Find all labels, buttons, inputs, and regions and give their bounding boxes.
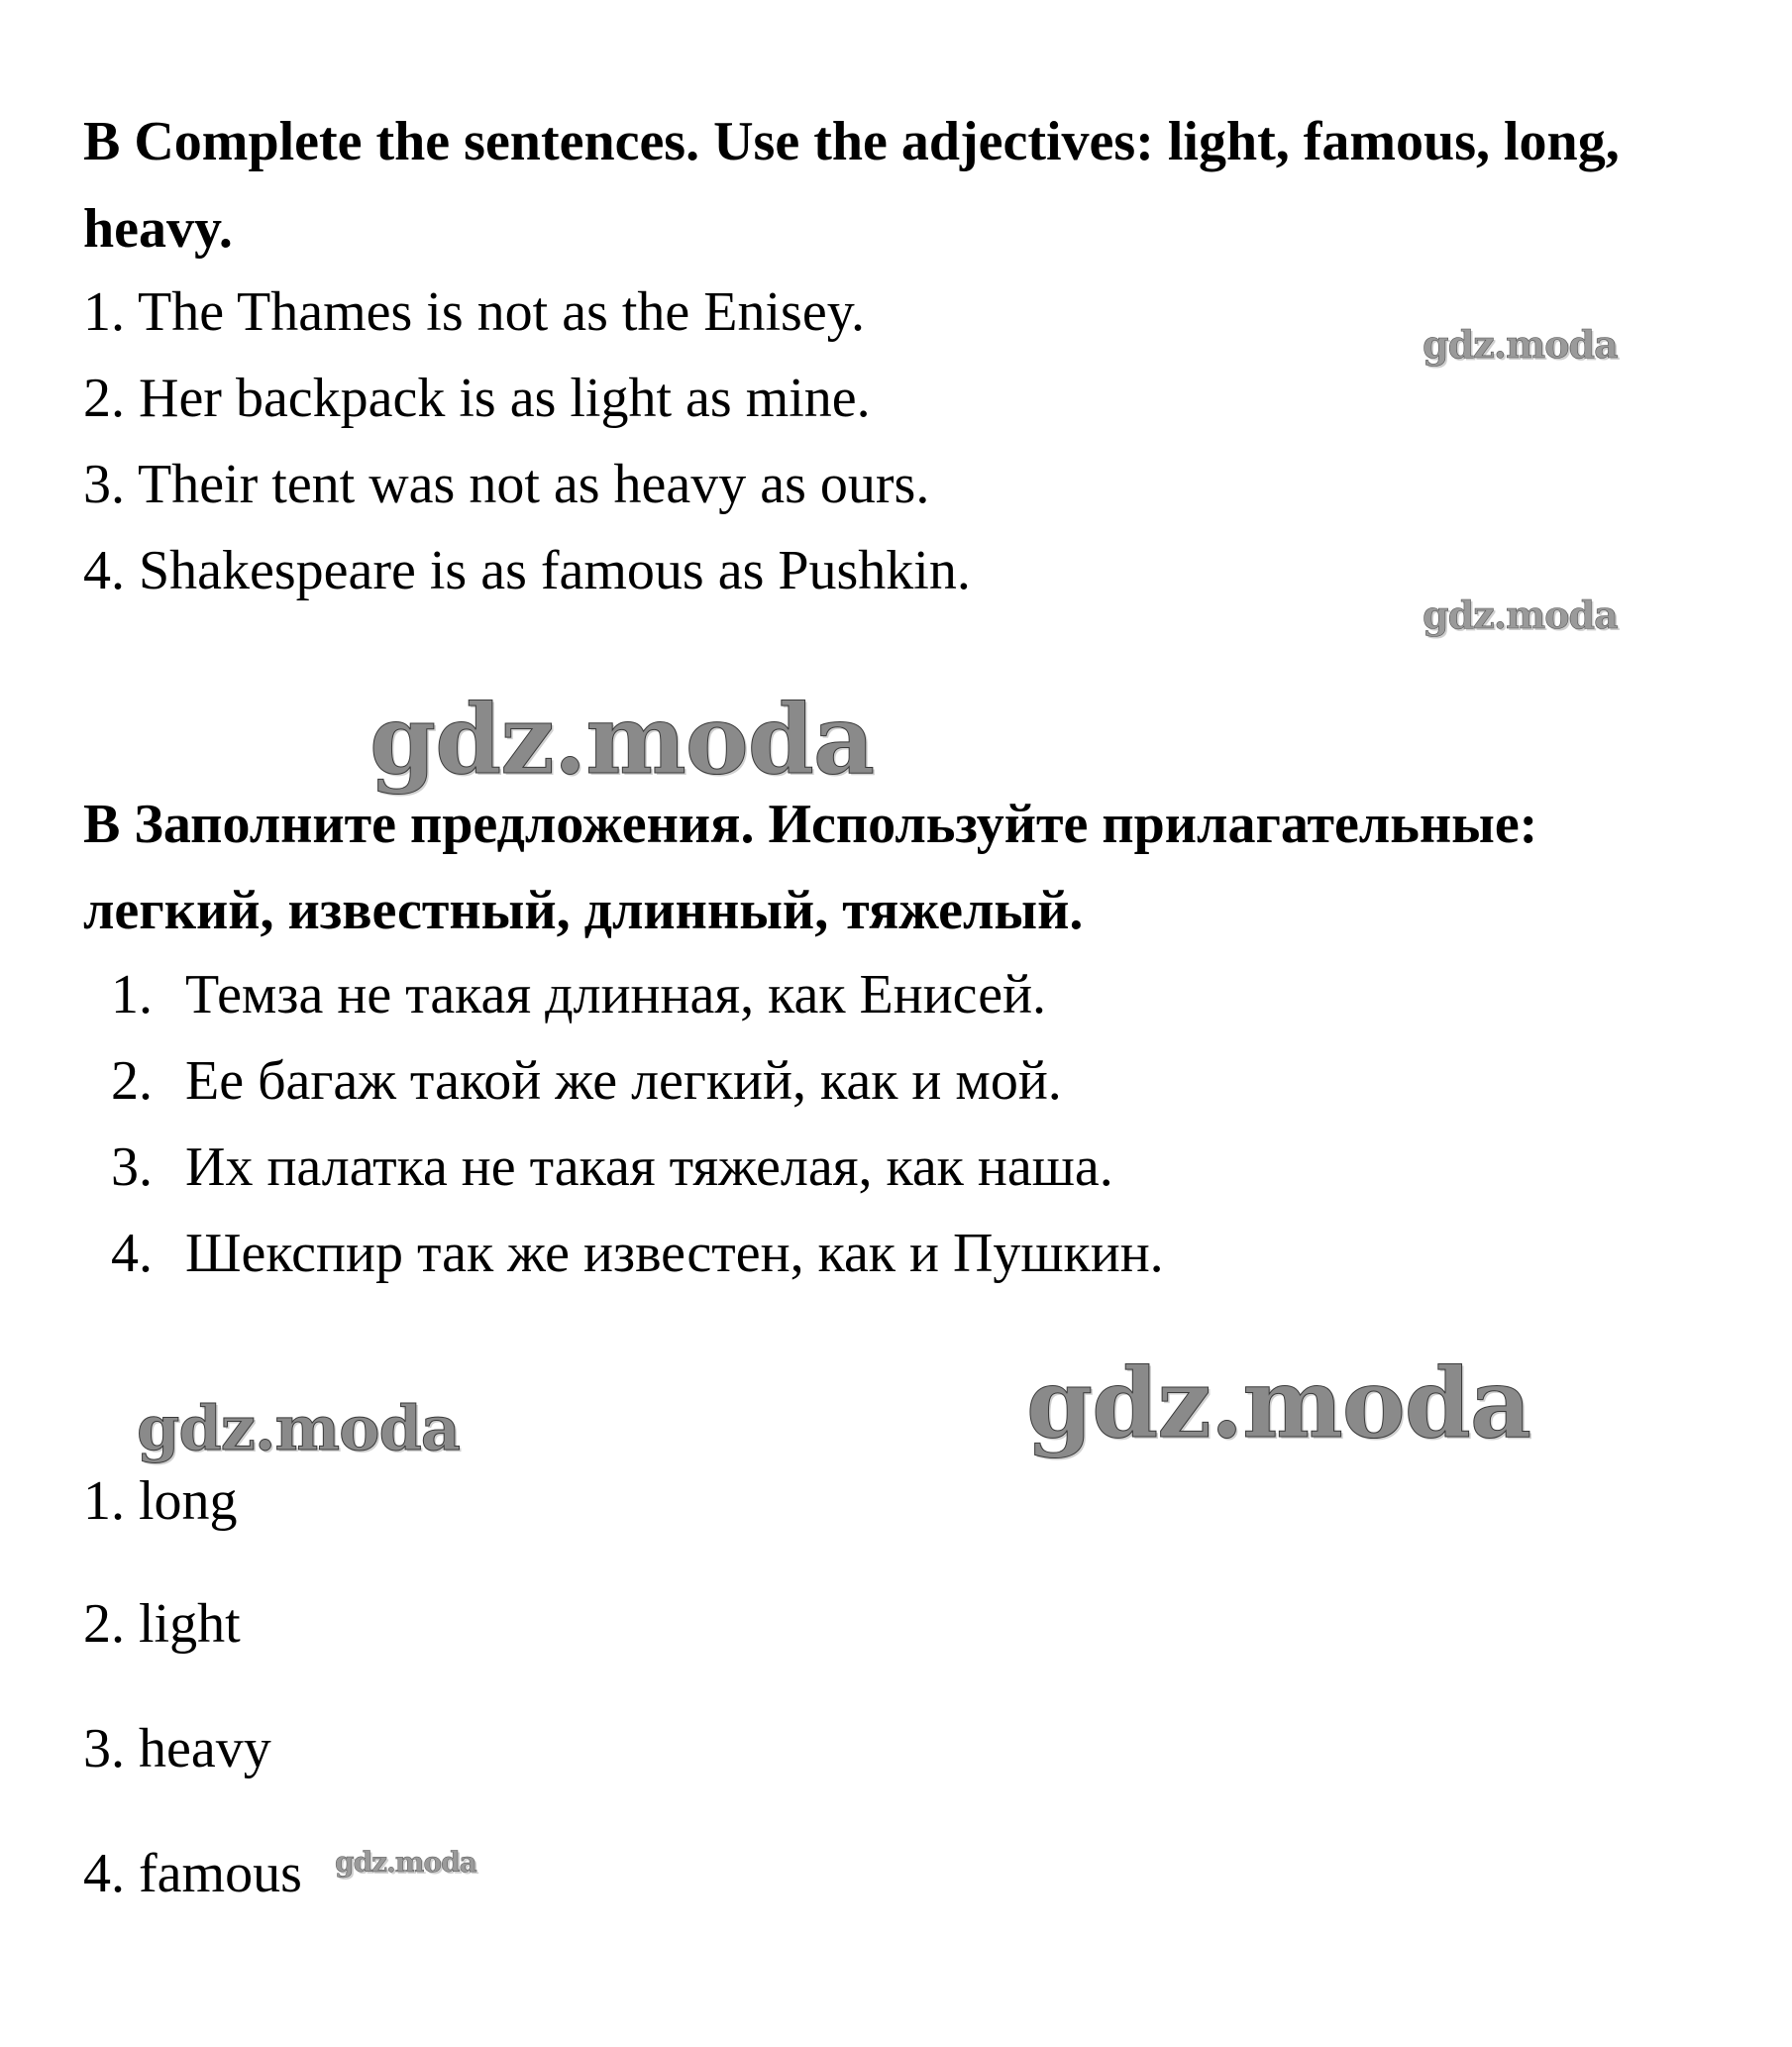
english-heading-line1: B Complete the sentences. Use the adjectives: light, famous, long, xyxy=(83,111,1620,172)
russian-item-text: Их палатка не такая тяжелая, как наша. xyxy=(185,1136,1113,1198)
russian-item-text: Темза не такая длинная, как Енисей. xyxy=(185,964,1047,1025)
watermark-bottom-small: gdz.moda xyxy=(335,1846,476,1879)
watermark-top-right-1: gdz.moda xyxy=(1423,322,1618,367)
russian-item-4 xyxy=(0,1219,1792,1288)
russian-item-number: 2. xyxy=(111,1050,153,1112)
russian-item-3 xyxy=(0,1132,1792,1202)
english-item-2: 2. Her backpack is as light as mine. xyxy=(83,368,871,429)
answer-4: 4. famous xyxy=(83,1843,302,1904)
answer-3: 3. heavy xyxy=(83,1718,271,1779)
english-item-4: 4. Shakespeare is as famous as Pushkin. xyxy=(83,540,971,601)
english-heading-line2: heavy. xyxy=(83,198,233,260)
russian-item-2 xyxy=(0,1046,1792,1116)
russian-item-number: 1. xyxy=(111,964,153,1025)
russian-item-number: 3. xyxy=(111,1136,153,1198)
russian-item-text: Шекспир так же известен, как и Пушкин. xyxy=(185,1223,1164,1284)
russian-heading-line1: B Заполните предложения. Используйте прилагательные: xyxy=(83,794,1538,855)
watermark-middle-left: gdz.moda xyxy=(369,684,875,796)
english-item-1: 1. The Thames is not as the Enisey. xyxy=(83,281,866,343)
english-item-3: 3. Their tent was not as heavy as ours. xyxy=(83,454,930,515)
watermark-lower-right: gdz.moda xyxy=(1026,1347,1531,1459)
russian-heading-line2: легкий, известный, длинный, тяжелый. xyxy=(83,880,1084,941)
watermark-top-right-2: gdz.moda xyxy=(1423,593,1618,637)
watermark-lower-left: gdz.moda xyxy=(137,1392,460,1464)
answer-1: 1. long xyxy=(83,1470,238,1532)
russian-item-text: Ее багаж такой же легкий, как и мой. xyxy=(185,1050,1062,1112)
russian-item-number: 4. xyxy=(111,1223,153,1284)
answer-2: 2. light xyxy=(83,1593,241,1655)
russian-item-1 xyxy=(0,960,1792,1029)
